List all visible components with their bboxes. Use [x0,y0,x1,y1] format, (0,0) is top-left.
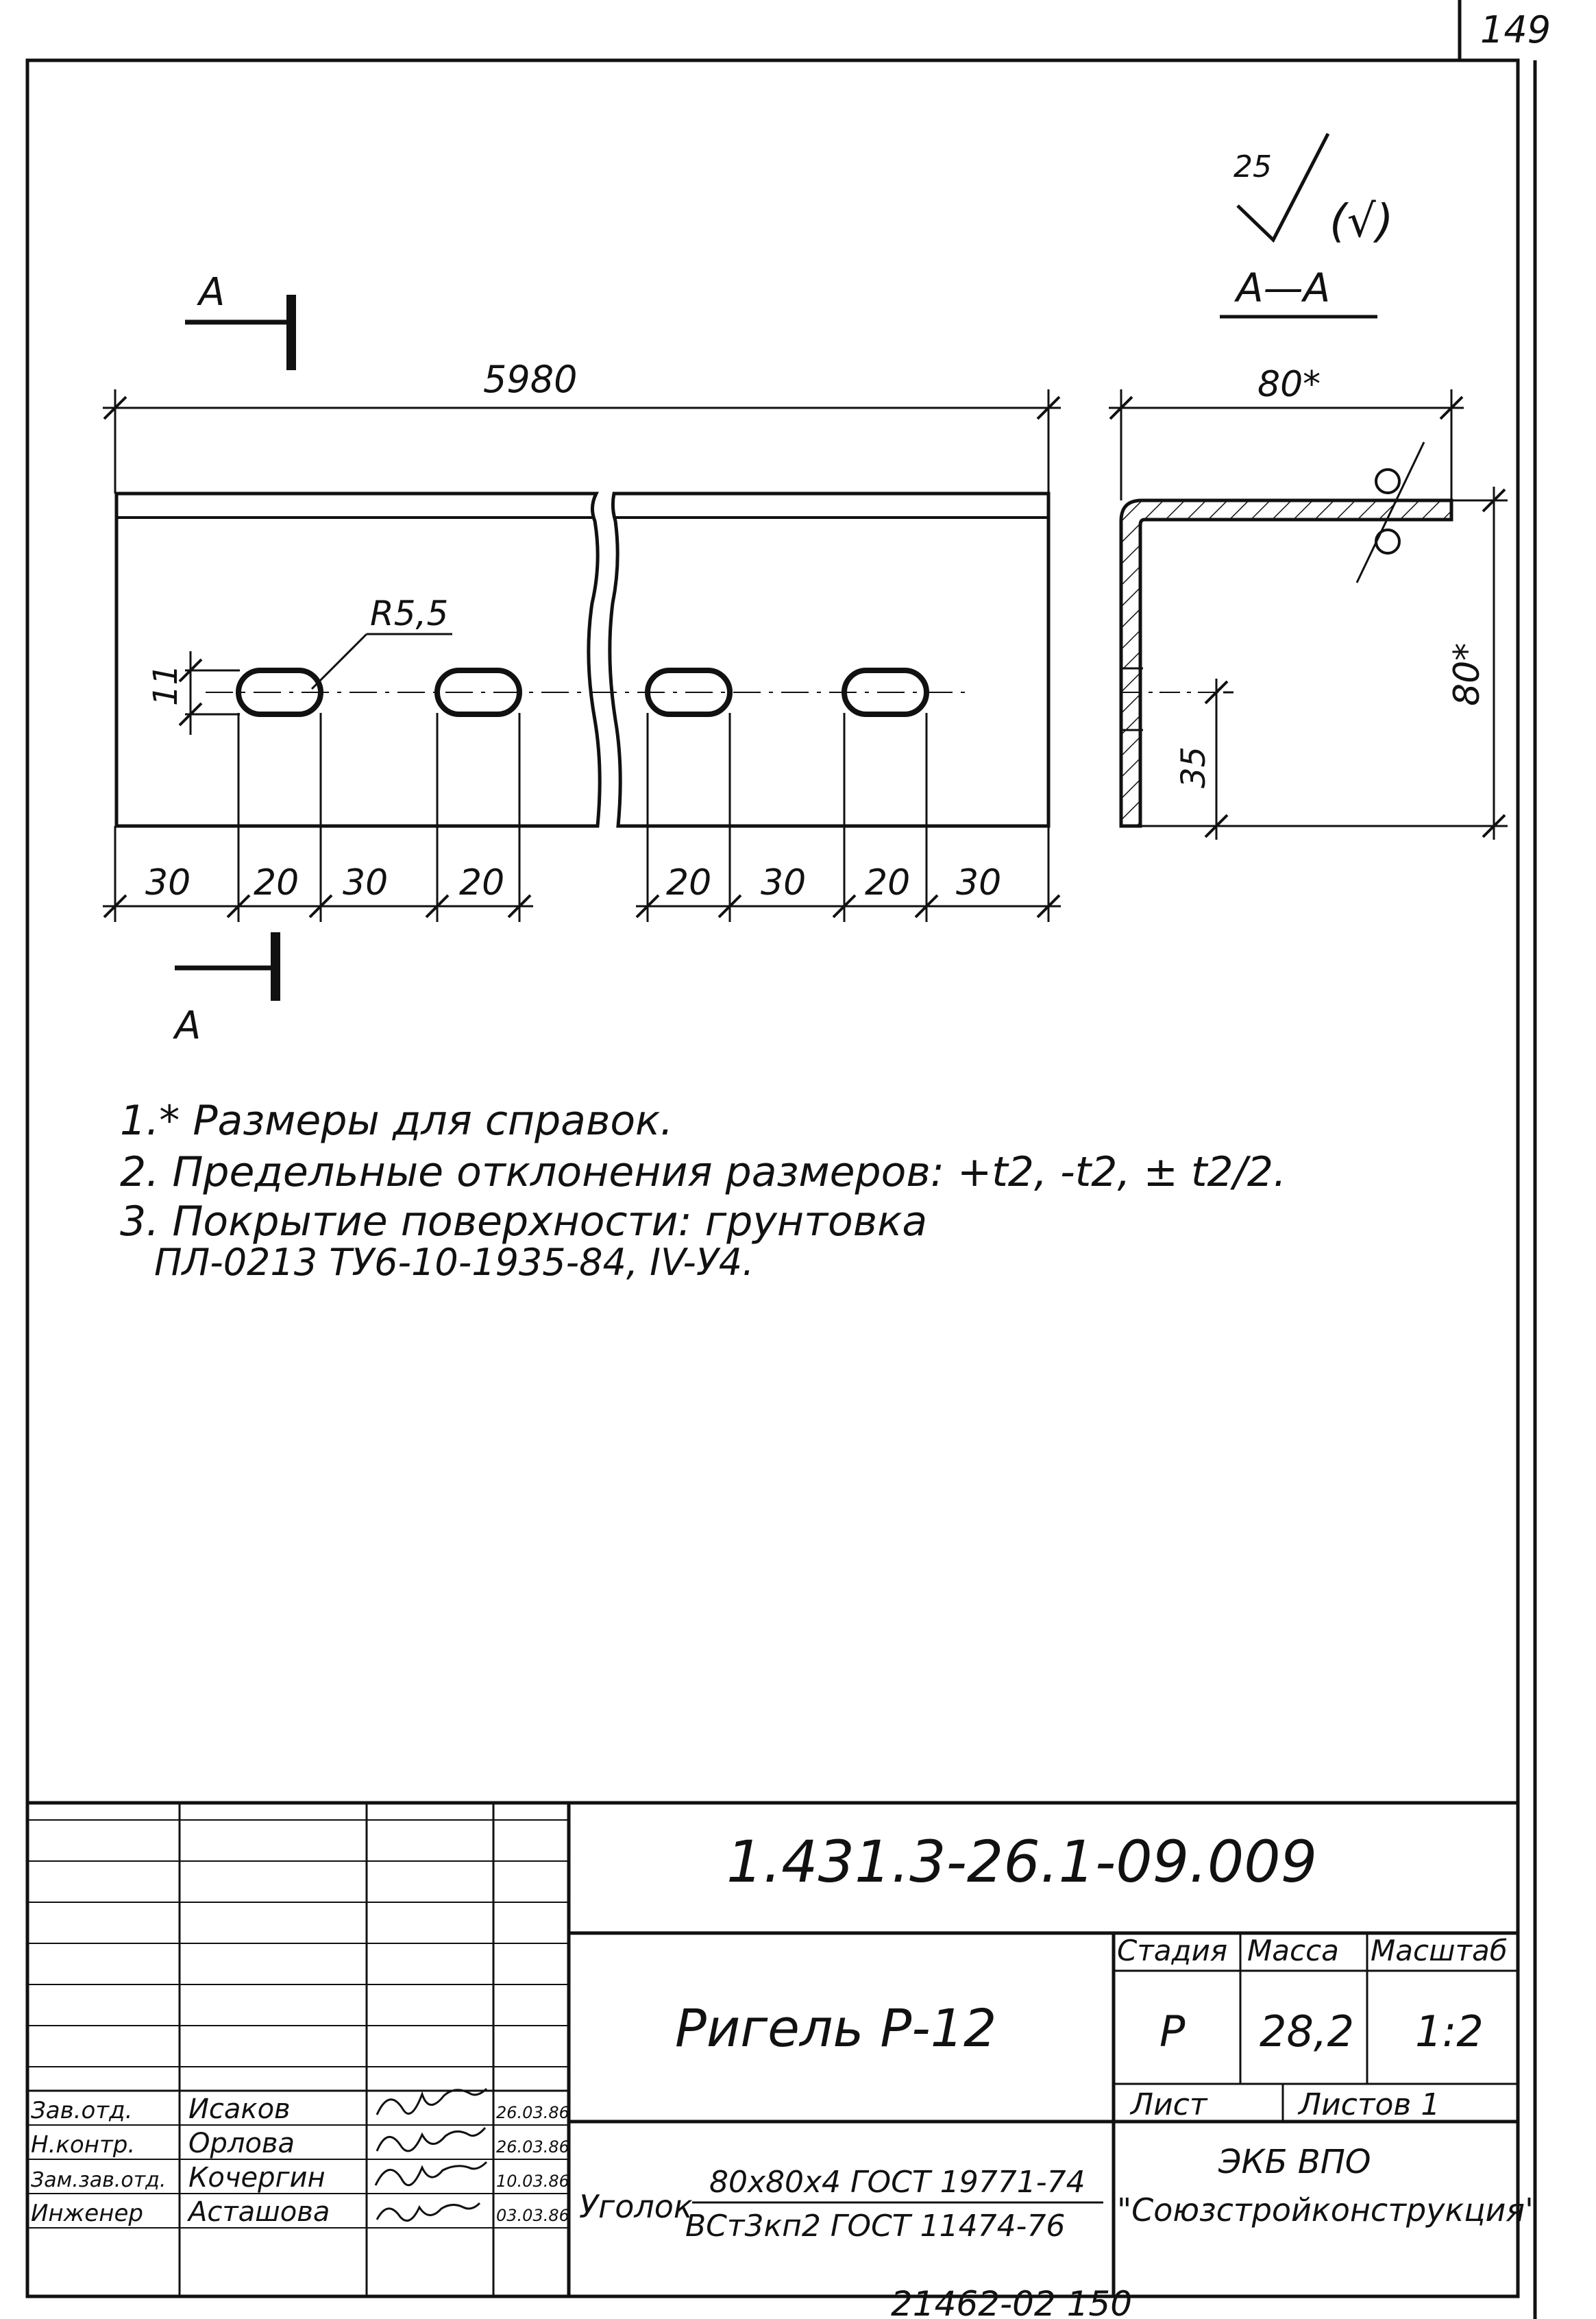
value-mass: 28,2 [1260,2006,1355,2056]
signer-name: Кочергин [188,2162,326,2194]
bottom-code: 21462-02 150 [891,2284,1133,2319]
page-number: 149 [1480,8,1551,51]
left-step-2: 20 [254,862,299,903]
signer-name: Исаков [188,2093,291,2125]
material-numerator: 80х80х4 ГОСТ 19771-74 [709,2165,1085,2200]
section-view-title: А—А [1236,265,1331,311]
value-scale: 1:2 [1415,2006,1484,2056]
signer-role: Инженер [31,2200,143,2227]
note-1: 1.* Размеры для справок. [120,1097,674,1145]
signer-role: Зам.зав.отд. [31,2168,167,2192]
material-prefix: Уголок [579,2188,693,2225]
signer-date: 10.03.86 [496,2172,569,2191]
signer-date: 26.03.86 [496,2137,569,2157]
right-step-4: 30 [956,862,1002,903]
right-step-1: 20 [666,862,712,903]
signer-date: 03.03.86 [496,2206,569,2225]
organization-line-2: "Союзстройконструкция" [1117,2191,1540,2229]
section-marker-top-letter: А [199,270,225,315]
radius-label: R5,5 [370,594,449,633]
slot-width-label: 11 [147,664,185,706]
section-width-label: 80* [1257,364,1321,405]
left-step-3: 30 [343,862,389,903]
part-name: Ригель Р-12 [675,1998,997,2059]
right-step-2: 30 [761,862,807,903]
left-step-1: 30 [145,862,191,903]
roughness-value: 25 [1233,149,1272,184]
signer-role: Н.контр. [31,2131,136,2159]
roughness-parenthetical: (√) [1329,195,1394,247]
sheets-label: Листов 1 [1299,2087,1440,2122]
section-height-label: 80* [1447,642,1488,706]
organization-line-1: ЭКБ ВПО [1218,2143,1371,2181]
signer-date: 26.03.86 [496,2103,569,2122]
note-3: 3. Покрытие поверхности: грунтовка [120,1198,928,1246]
header-scale: Масштаб [1371,1934,1508,1967]
hole-height-label: 35 [1175,746,1213,788]
sheet-label: Лист [1131,2087,1207,2122]
material-denominator: ВСт3кп2 ГОСТ 11474-76 [685,2209,1066,2244]
section-marker-bottom-letter: А [175,1004,201,1048]
signer-role: Зав.отд. [31,2097,133,2124]
header-mass: Масса [1247,1934,1339,1967]
right-step-3: 20 [865,862,911,903]
signer-name: Орлова [188,2128,295,2159]
note-2: 2. Предельные отклонения размеров: +t2, -t2, ± t2/2. [120,1148,1287,1196]
note-4: ПЛ-0213 ТУ6-10-1935-84, IV-У4. [154,1241,754,1284]
header-stage: Стадия [1117,1934,1228,1967]
designation: 1.431.3-26.1-09.009 [726,1828,1318,1895]
left-step-4: 20 [459,862,505,903]
length-dimension-label: 5980 [483,358,578,401]
value-stage: Р [1159,2006,1186,2056]
signer-name: Асташова [188,2196,330,2228]
